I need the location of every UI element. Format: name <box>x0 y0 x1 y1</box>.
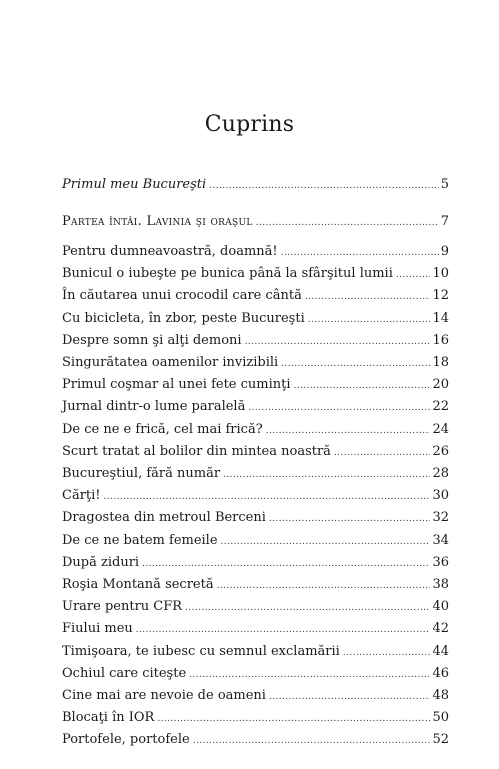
toc-entry-title: De ce ne batem femeile <box>62 532 218 548</box>
dot-leader <box>193 733 431 749</box>
toc-entry-title: Urare pentru CFR <box>62 599 183 615</box>
toc-entry <box>62 333 449 350</box>
toc-entry-page: 24 <box>432 421 449 437</box>
toc-entry-page: 20 <box>432 377 449 393</box>
toc-entry-page: 44 <box>432 643 449 659</box>
toc-entry-title: Fiului meu <box>62 621 133 637</box>
dot-leader <box>396 267 431 283</box>
dot-leader <box>343 645 431 661</box>
dot-leader <box>256 215 439 231</box>
toc-entry-page: 28 <box>432 466 449 481</box>
dot-leader <box>189 667 430 683</box>
dot-leader <box>281 356 430 372</box>
toc-entry-title: Blocaţi în IOR <box>62 710 155 726</box>
toc-entry-page: 18 <box>432 355 449 370</box>
dot-leader <box>217 578 431 594</box>
toc-entry-title: În căutarea unui crocodil care cântă <box>62 288 302 304</box>
toc-entry-page: 52 <box>432 732 449 748</box>
toc-entry-page: 50 <box>432 710 449 726</box>
dot-leader <box>104 489 431 505</box>
dot-leader <box>157 711 430 727</box>
toc-entry-page: 30 <box>432 488 449 504</box>
toc-entry <box>62 533 449 550</box>
toc-entry-title: După ziduri <box>62 554 140 570</box>
dot-leader <box>245 334 431 350</box>
toc-entry-title: Primul meu Bucureşti <box>62 177 207 192</box>
dot-leader <box>334 445 431 461</box>
dot-leader <box>294 378 431 394</box>
toc-entry-title: Singurătatea oamenilor invizibili <box>62 355 279 370</box>
toc-entry-page: 42 <box>432 621 449 637</box>
toc-entry <box>62 377 449 394</box>
toc-entry-title: Cărţi! <box>62 488 101 504</box>
toc-entry-page: 26 <box>432 443 449 459</box>
toc-entry-intro <box>62 177 449 194</box>
dot-leader <box>223 467 430 483</box>
toc-entry-title: Ochiul care citeşte <box>62 665 187 681</box>
toc-entry-title: Cu bicicleta, în zbor, peste Bucureşti <box>62 310 305 326</box>
toc-entry-title: Bunicul o iubeşte pe bunica până la sfârşitul lumii <box>62 266 393 282</box>
toc-entry-page: 34 <box>432 532 449 548</box>
toc-entry-title: Cine mai are nevoie de oameni <box>62 688 266 703</box>
toc-entry-page: 5 <box>440 177 449 192</box>
page-title: Cuprins <box>204 112 295 137</box>
toc-entry <box>62 666 449 683</box>
toc-entry-title: Partea întâi. Lavinia şi oraşul <box>62 214 253 229</box>
toc-entry-page: 46 <box>432 665 449 681</box>
dot-leader <box>305 289 431 305</box>
dot-leader <box>221 534 431 550</box>
dot-leader <box>142 556 430 572</box>
toc-entry <box>62 288 449 305</box>
toc-entry-page: 9 <box>440 244 449 259</box>
toc-entry-part <box>62 214 449 231</box>
dot-leader <box>209 178 439 194</box>
toc-entry-page: 40 <box>432 599 449 615</box>
dot-leader <box>281 245 439 261</box>
toc-entry-title: Despre somn şi alţi demoni <box>62 332 242 348</box>
toc-entry-title: Timişoara, te iubesc cu semnul exclamării <box>62 643 340 659</box>
dot-leader <box>269 511 431 527</box>
toc-entry-title: Primul coşmar al unei fete cuminţi <box>62 377 291 393</box>
toc-entry-title: De ce ne e frică, cel mai frică? <box>62 421 263 437</box>
dot-leader <box>185 600 430 616</box>
toc-entry-title: Pentru dumneavoastră, doamnă! <box>62 244 278 259</box>
dot-leader <box>248 400 430 416</box>
toc-entry <box>62 688 449 705</box>
dot-leader <box>266 423 431 439</box>
toc-entry-page: 10 <box>432 266 449 282</box>
toc-entry-page: 36 <box>432 554 449 570</box>
toc-entry <box>62 399 449 416</box>
toc-entry-page: 22 <box>432 399 449 415</box>
toc-entry <box>62 621 449 638</box>
toc-entry-page: 16 <box>432 332 449 348</box>
toc-entry <box>62 444 449 461</box>
toc-entry <box>62 710 449 727</box>
toc-entry-page: 7 <box>440 214 449 229</box>
toc-entry <box>62 732 449 749</box>
toc-entry-title: Jurnal dintr-o lume paralelă <box>62 399 246 415</box>
toc-entry <box>62 311 449 328</box>
toc-entry-page: 12 <box>432 288 449 304</box>
toc-entry-page: 38 <box>432 577 449 592</box>
toc-entry <box>62 510 449 527</box>
toc-entry-page: 48 <box>432 688 449 703</box>
toc-entry <box>62 466 449 483</box>
toc-entry-page: 14 <box>432 310 449 326</box>
toc-entry <box>62 422 449 439</box>
toc-entry <box>62 244 449 261</box>
toc-entry-title: Dragostea din metroul Berceni <box>62 510 266 526</box>
toc-entry <box>62 355 449 372</box>
toc-entry-title: Portofele, portofele <box>62 732 190 748</box>
toc-entry <box>62 577 449 594</box>
toc-entry <box>62 599 449 616</box>
dot-leader <box>269 689 430 705</box>
toc-entry <box>62 644 449 661</box>
toc-entry-page: 32 <box>432 510 449 526</box>
toc-entry <box>62 555 449 572</box>
dot-leader <box>308 312 431 328</box>
dot-leader <box>136 622 431 638</box>
toc-entry-title: Roşia Montană secretă <box>62 577 214 592</box>
toc-entry <box>62 266 449 283</box>
toc-entry-title: Bucureştiul, fără număr <box>62 466 221 481</box>
toc-entry <box>62 488 449 505</box>
toc-entry-title: Scurt tratat al bolilor din mintea noastră <box>62 443 331 459</box>
